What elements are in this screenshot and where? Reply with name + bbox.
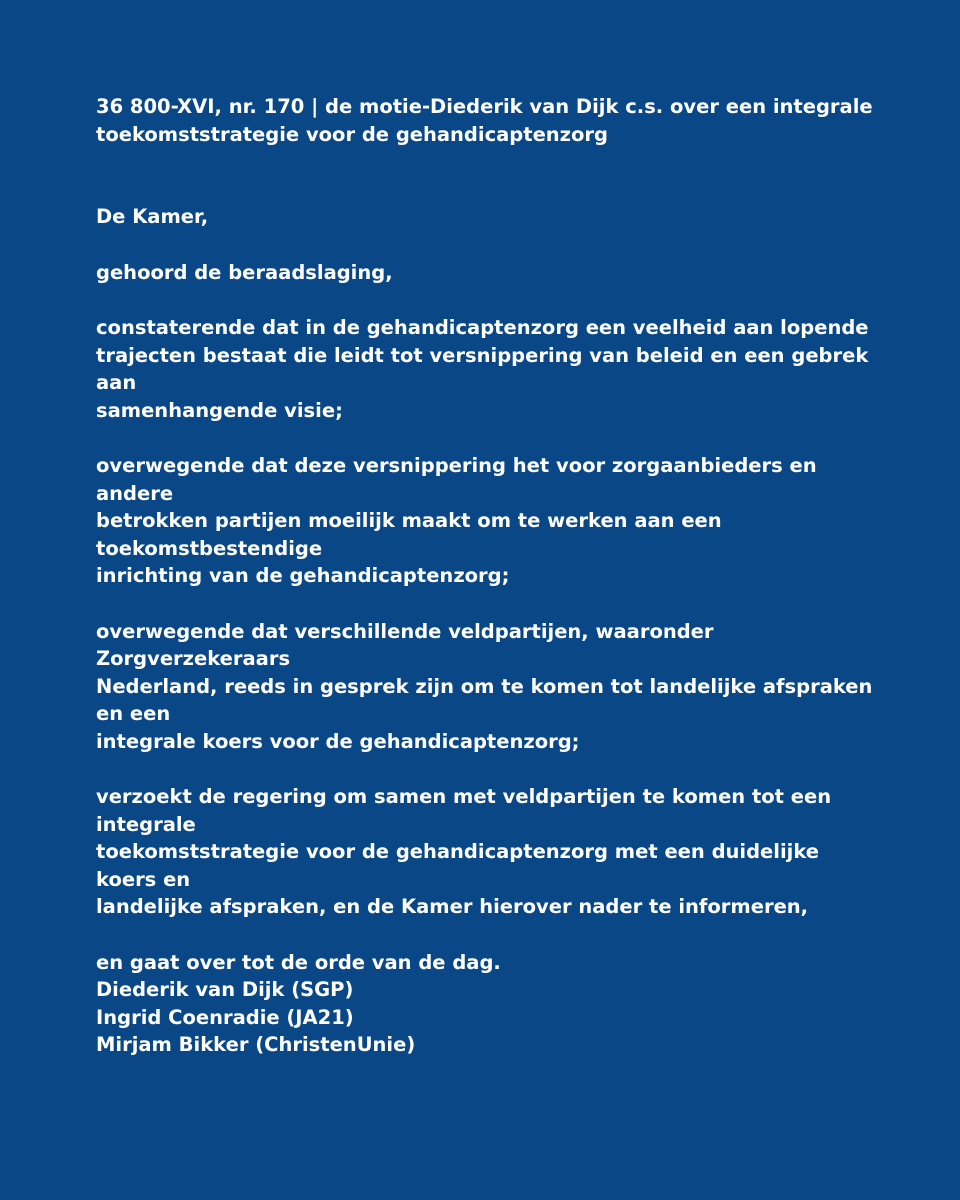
- motion-content: [96, 93, 886, 1059]
- signer-1: Diederik van Dijk (SGP): [96, 978, 354, 1001]
- request-clause: verzoekt de regering om samen met veldpartijen te komen tot een integrale toekomststrategie voor de gehandicaptenzorg met een duidelijke koers en landelijke afspraken, en de Kamer hierover nader te informeren,: [96, 785, 832, 918]
- heard-clause: gehoord de beraadslaging,: [96, 260, 393, 284]
- motion-title: 36 800-XVI, nr. 170 | de motie-Diederik van Dijk c.s. over een integrale toekomststrategie voor de gehandicaptenzorg: [96, 95, 873, 146]
- signer-2: Ingrid Coenradie (JA21): [96, 1005, 354, 1029]
- consideration-1: constaterende dat in de gehandicaptenzorg een veelheid aan lopende trajecten bestaat die leidt tot versnippering van beleid en een gebrek aan samenhangende visie;: [96, 316, 869, 422]
- salutation: De Kamer,: [96, 205, 209, 228]
- signers-list: [96, 976, 886, 1059]
- consideration-3: overwegende dat verschillende veldpartijen, waaronder Zorgverzekeraars Nederland, reeds in gesprek zijn om te komen tot landelijke afspraken en een integrale koers voor de gehandicaptenzorg;: [96, 619, 873, 753]
- closing-clause: en gaat over tot de orde van de dag.: [96, 950, 501, 974]
- signer-3: Mirjam Bikker (ChristenUnie): [96, 1033, 416, 1056]
- consideration-2: overwegende dat deze versnippering het voor zorgaanbieders en andere betrokken partijen moeilijk maakt om te werken aan een toekomstbestendige inrichting van de gehandicaptenzorg;: [96, 454, 817, 587]
